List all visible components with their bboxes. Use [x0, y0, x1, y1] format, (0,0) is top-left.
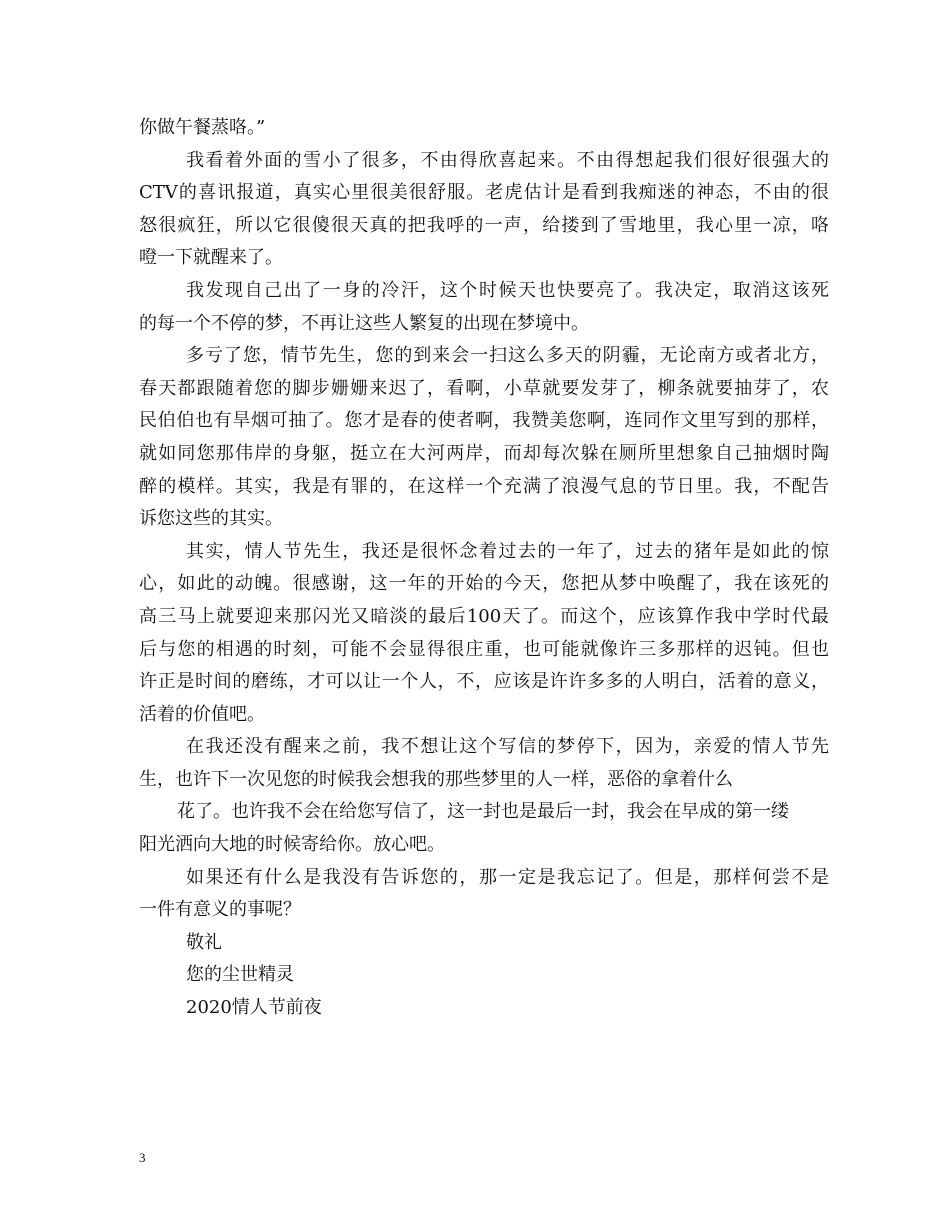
- text-line: 一件有意义的事呢？: [139, 899, 301, 921]
- text-line: 噔一下就醒来了。: [139, 247, 283, 269]
- text-line: 后与您的相遇的时刻，可能不会显得很庄重，也可能就像许三多那样的迟钝。但也: [139, 638, 829, 660]
- letter-body: [139, 112, 829, 1025]
- text-line: 生，也许下一次见您的时候我会想我的那些梦里的人一样，恶俗的拿着什么: [139, 768, 733, 790]
- text-line: 民伯伯也有旱烟可抽了。您才是春的使者啊，我赞美您啊，连同作文里写到的那样，: [139, 410, 829, 432]
- text-line: 许正是时间的磨练，才可以让一个人，不，应该是许许多多的人明白，活着的意义，: [139, 671, 829, 693]
- text-line: 阳光洒向大地的时候寄给你。放心吧。: [139, 834, 445, 856]
- text-line: 醉的模样。其实，我是有罪的，在这样一个充满了浪漫气息的节日里。我，不配告: [139, 475, 829, 497]
- text-line: 高三马上就要迎来那闪光又暗淡的最后100天了。而这个，应该算作我中学时代最: [139, 605, 829, 627]
- closing-salutation: 敬礼: [186, 931, 222, 953]
- text-line: 其实，情人节先生，我还是很怀念着过去的一年了，过去的猪年是如此的惊: [186, 540, 829, 562]
- text-line: 的每一个不停的梦，不再让这些人繁复的出现在梦境中。: [139, 312, 589, 334]
- text-line: 我看着外面的雪小了很多，不由得欣喜起来。不由得想起我们很好很强大的: [186, 149, 829, 171]
- page-number: 3: [139, 1150, 146, 1165]
- text-line: 花了。也许我不会在给您写信了，这一封也是最后一封，我会在早成的第一缕: [177, 801, 789, 823]
- text-line: 活着的价值吧。: [139, 703, 265, 725]
- text-line: 就如同您那伟岸的身躯，挺立在大河两岸，而却每次躲在厕所里想象自己抽烟时陶: [139, 442, 829, 464]
- text-line: 怒很疯狂，所以它很傻很天真的把我呼的一声，给搂到了雪地里，我心里一凉，咯: [139, 214, 829, 236]
- text-line: 我发现自己出了一身的冷汗，这个时候天也快要亮了。我决定，取消这该死: [186, 279, 829, 301]
- text-line: 多亏了您，情节先生，您的到来会一扫这么多天的阴霾，无论南方或者北方，: [186, 345, 829, 367]
- text-line: 在我还没有醒来之前，我不想让这个写信的梦停下，因为，亲爱的情人节先: [186, 736, 829, 758]
- text-line: 心，如此的动魄。很感谢，这一年的开始的今天，您把从梦中唤醒了，我在该死的: [139, 573, 829, 595]
- signature: 您的尘世精灵: [186, 964, 294, 986]
- text-line: 你做午餐蒸咯。”: [139, 117, 266, 138]
- text-line: 春天都跟随着您的脚步姗姗来迟了，看啊，小草就要发芽了，柳条就要抽芽了，农: [139, 377, 829, 399]
- date-line: 2020情人节前夜: [186, 997, 322, 1019]
- text-line: CTV的喜讯报道，真实心里很美很舒服。老虎估计是看到我痴迷的神态，不由的很: [139, 182, 829, 204]
- text-line: 诉您这些的其实。: [139, 508, 283, 530]
- text-line: 如果还有什么是我没有告诉您的，那一定是我忘记了。但是，那样何尝不是: [186, 866, 829, 888]
